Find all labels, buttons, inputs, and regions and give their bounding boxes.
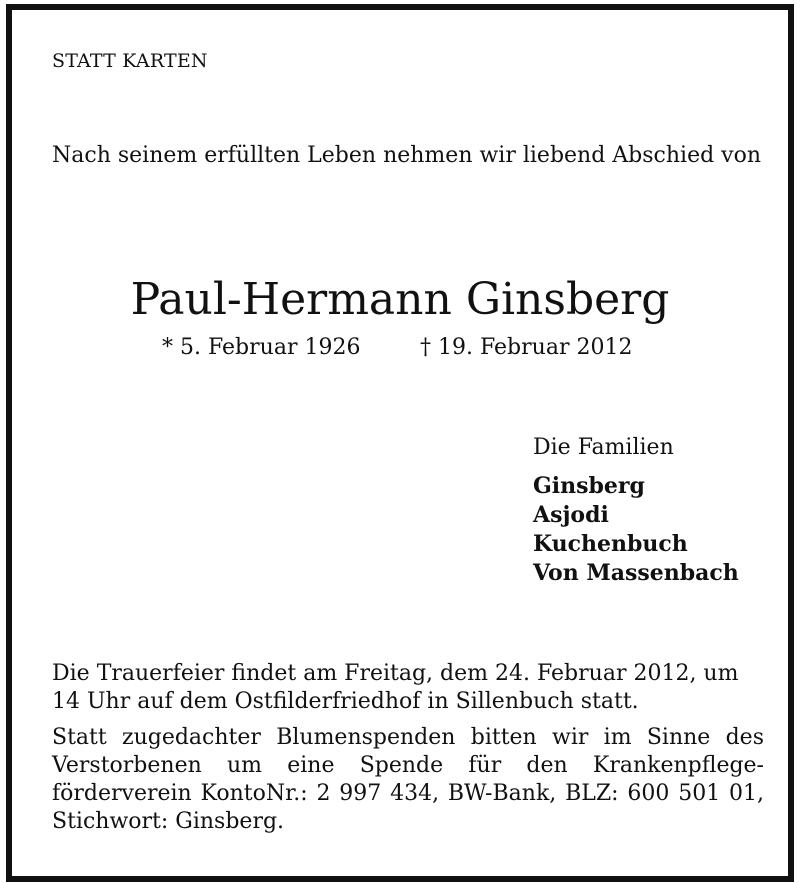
intro-text: Nach seinem erfüllten Leben nehmen wir liebend Abschied von <box>52 143 762 168</box>
obituary-frame <box>6 4 794 882</box>
death-date: † 19. Februar 2012 <box>420 335 633 360</box>
deceased-name: Paul-Hermann Ginsberg <box>130 274 670 325</box>
donation-line: Statt zugedachter Blumenspenden bitten wir im Sinne des <box>52 725 764 750</box>
families-intro: Die Familien <box>533 435 674 460</box>
birth-date: * 5. Februar 1926 <box>162 335 361 360</box>
donation-line: förderverein KontoNr.: 2 997 434, BW-Bank, BLZ: 600 501 01, <box>52 781 764 806</box>
ceremony-text: Die Trauerfeier findet am Freitag, dem 24. Februar 2012, um 14 Uhr auf dem Ostfilderfriedhof in Sillenbuch statt. <box>52 661 739 714</box>
family-name: Ginsberg <box>533 473 645 499</box>
family-name: Asjodi <box>533 502 609 528</box>
donation-line: Stichwort: Ginsberg. <box>52 809 285 834</box>
family-name: Von Massenbach <box>533 560 739 586</box>
donation-line: Verstorbenen um eine Spende für den Krankenpflege- <box>52 753 764 778</box>
family-name: Kuchenbuch <box>533 531 688 557</box>
donation-text <box>52 724 764 836</box>
header-label: STATT KARTEN <box>52 50 208 72</box>
family-list <box>533 472 739 588</box>
